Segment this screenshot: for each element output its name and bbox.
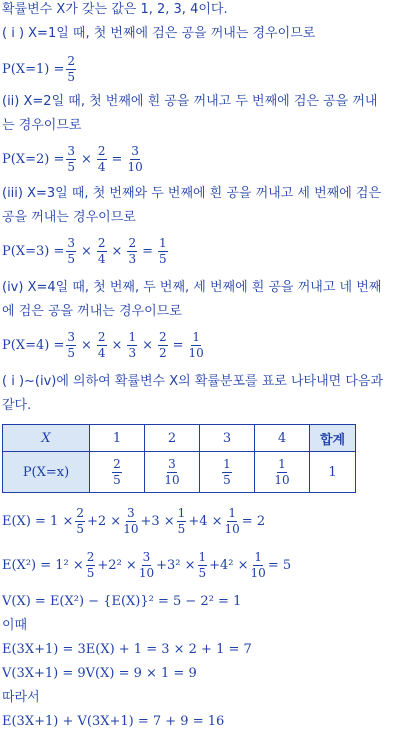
table-header-row (3, 425, 356, 452)
table-header-2: 2 (145, 425, 200, 452)
table-cell-total: 1 (310, 452, 356, 493)
table-row-probability (3, 452, 356, 493)
case3-text-1: (iii) X=3일 때, 첫 번째와 두 번째에 흰 공을 꺼내고 세 번째에 검은 (2, 186, 382, 201)
case1-text: ( i ) X=1일 때, 첫 번째에 검은 공을 꺼내는 경우이므로 (2, 26, 316, 41)
case3-text-2: 공을 꺼내는 경우이므로 (2, 210, 136, 225)
case3-equation: P(X=3) = $\frac{3}{5}$ × $\frac{2}{4}$ × $\frac{2}{3}$ = $\frac{1}{5}$ (2, 235, 167, 266)
intro-line: 확률변수 X가 갖는 값은 1, 2, 3, 4이다. (2, 2, 228, 17)
case4-equation: P(X=4) = $\frac{3}{5}$ × $\frac{2}{4}$ × $\frac{1}{3}$ × $\frac{2}{2}$ = $\frac{1}{10}$ (2, 329, 204, 360)
table-header-3: 3 (200, 425, 255, 452)
v3x1-line: V(3X+1) = 9V(X) = 9 × 1 = 9 (2, 666, 197, 681)
second-moment-equation: E(X²) = 1² × $\frac{2}{5}$ +2² × $\frac{3}{10}$ +3² × $\frac{1}{5}$ +4² × $\frac{1}{10}$ = 5 (2, 549, 292, 580)
table-cell-p2: $\frac{3}{10}$ (145, 452, 200, 493)
therefore-line: 따라서 (2, 690, 40, 705)
table-header-4: 4 (255, 425, 310, 452)
case1-fraction: $\frac{2}{5}$ (67, 53, 75, 84)
table-header-1: 1 (90, 425, 145, 452)
table-header-total: 합계 (310, 425, 356, 452)
summary-line-1: ( i )~(iv)에 의하여 확률변수 X의 확률분포를 표로 나타내면 다음과 (2, 374, 384, 389)
table-cell-p3: $\frac{1}{5}$ (200, 452, 255, 493)
case2-equation: P(X=2) = $\frac{3}{5}$ × $\frac{2}{4}$ = $\frac{3}{10}$ (2, 143, 143, 174)
then-line: 이때 (2, 618, 28, 633)
case1-equation (2, 52, 78, 86)
expectation-equation: E(X) = 1 × $\frac{2}{5}$ +2 × $\frac{3}{10}$ +3 × $\frac{1}{5}$ +4 × $\frac{1}{10}$ = 2 (2, 505, 266, 536)
summary-line-2: 같다. (2, 398, 32, 413)
case2-text-1: (ii) X=2일 때, 첫 번째에 흰 공을 꺼내고 두 번째에 검은 공을 꺼내 (2, 94, 378, 109)
probability-table (2, 424, 356, 493)
table-header-x: X (3, 425, 90, 452)
case4-text-2: 에 검은 공을 꺼내는 경우이므로 (2, 304, 182, 319)
table-cell-p4: $\frac{1}{10}$ (255, 452, 310, 493)
case4-text-1: (iv) X=4일 때, 첫 번째, 두 번째, 세 번째에 흰 공을 꺼내고 네 번째 (2, 280, 382, 295)
table-row-label: P(X=x) (3, 452, 90, 493)
e3x1-line: E(3X+1) = 3E(X) + 1 = 3 × 2 + 1 = 7 (2, 642, 252, 657)
variance-line: V(X) = E(X²) − {E(X)}² = 5 − 2² = 1 (2, 594, 242, 609)
table-cell-p1: $\frac{2}{5}$ (90, 452, 145, 493)
case2-text-2: 는 경우이므로 (2, 118, 82, 133)
case1-lhs: P(X=1) = (2, 61, 65, 77)
final-line: E(3X+1) + V(3X+1) = 7 + 9 = 16 (2, 714, 225, 729)
